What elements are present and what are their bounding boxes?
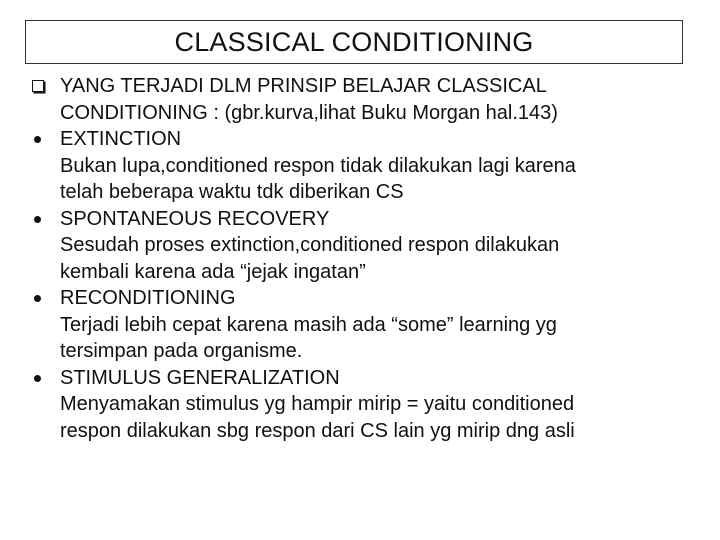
checkbox-bullet-icon bbox=[32, 80, 44, 92]
bullet-dot-icon bbox=[34, 295, 41, 302]
item-heading: SPONTANEOUS RECOVERY bbox=[60, 207, 330, 230]
list-item-reconditioning bbox=[30, 285, 700, 365]
list-item-extinction bbox=[30, 126, 700, 206]
slide-content bbox=[30, 73, 700, 444]
item-text-line: Menyamakan stimulus yg hampir mirip = yaitu conditioned bbox=[60, 393, 575, 415]
item-text-line: kembali karena ada “jejak ingatan” bbox=[60, 260, 366, 283]
item-text-line: Terjadi lebih cepat karena masih ada “some” learning yg bbox=[60, 313, 557, 336]
item-heading: STIMULUS GENERALIZATION bbox=[60, 366, 340, 389]
title-box bbox=[25, 20, 683, 64]
bullet-dot-icon bbox=[34, 375, 41, 382]
item-text-line: Bukan lupa,conditioned respon tidak dilakukan lagi karena bbox=[60, 154, 576, 177]
item-heading: RECONDITIONING bbox=[60, 287, 236, 309]
item-text-line: telah beberapa waktu tdk diberikan CS bbox=[60, 181, 404, 203]
bullet-dot-icon bbox=[34, 216, 41, 223]
item-text-line: tersimpan pada organisme. bbox=[60, 340, 303, 362]
list-item-stimulus-generalization bbox=[30, 365, 700, 445]
item-heading: EXTINCTION bbox=[60, 128, 182, 150]
intro-line: YANG TERJADI DLM PRINSIP BELAJAR CLASSICAL bbox=[60, 75, 547, 97]
intro-item bbox=[30, 73, 700, 126]
intro-line: CONDITIONING : (gbr.kurva,lihat Buku Morgan hal.143) bbox=[60, 101, 558, 124]
item-text-line: respon dilakukan sbg respon dari CS lain yg mirip dng asli bbox=[60, 419, 575, 442]
item-text-line: Sesudah proses extinction,conditioned respon dilakukan bbox=[60, 234, 560, 256]
slide-title: CLASSICAL CONDITIONING bbox=[174, 26, 534, 57]
list-item-spontaneous-recovery bbox=[30, 206, 700, 286]
bullet-dot-icon bbox=[34, 136, 41, 143]
